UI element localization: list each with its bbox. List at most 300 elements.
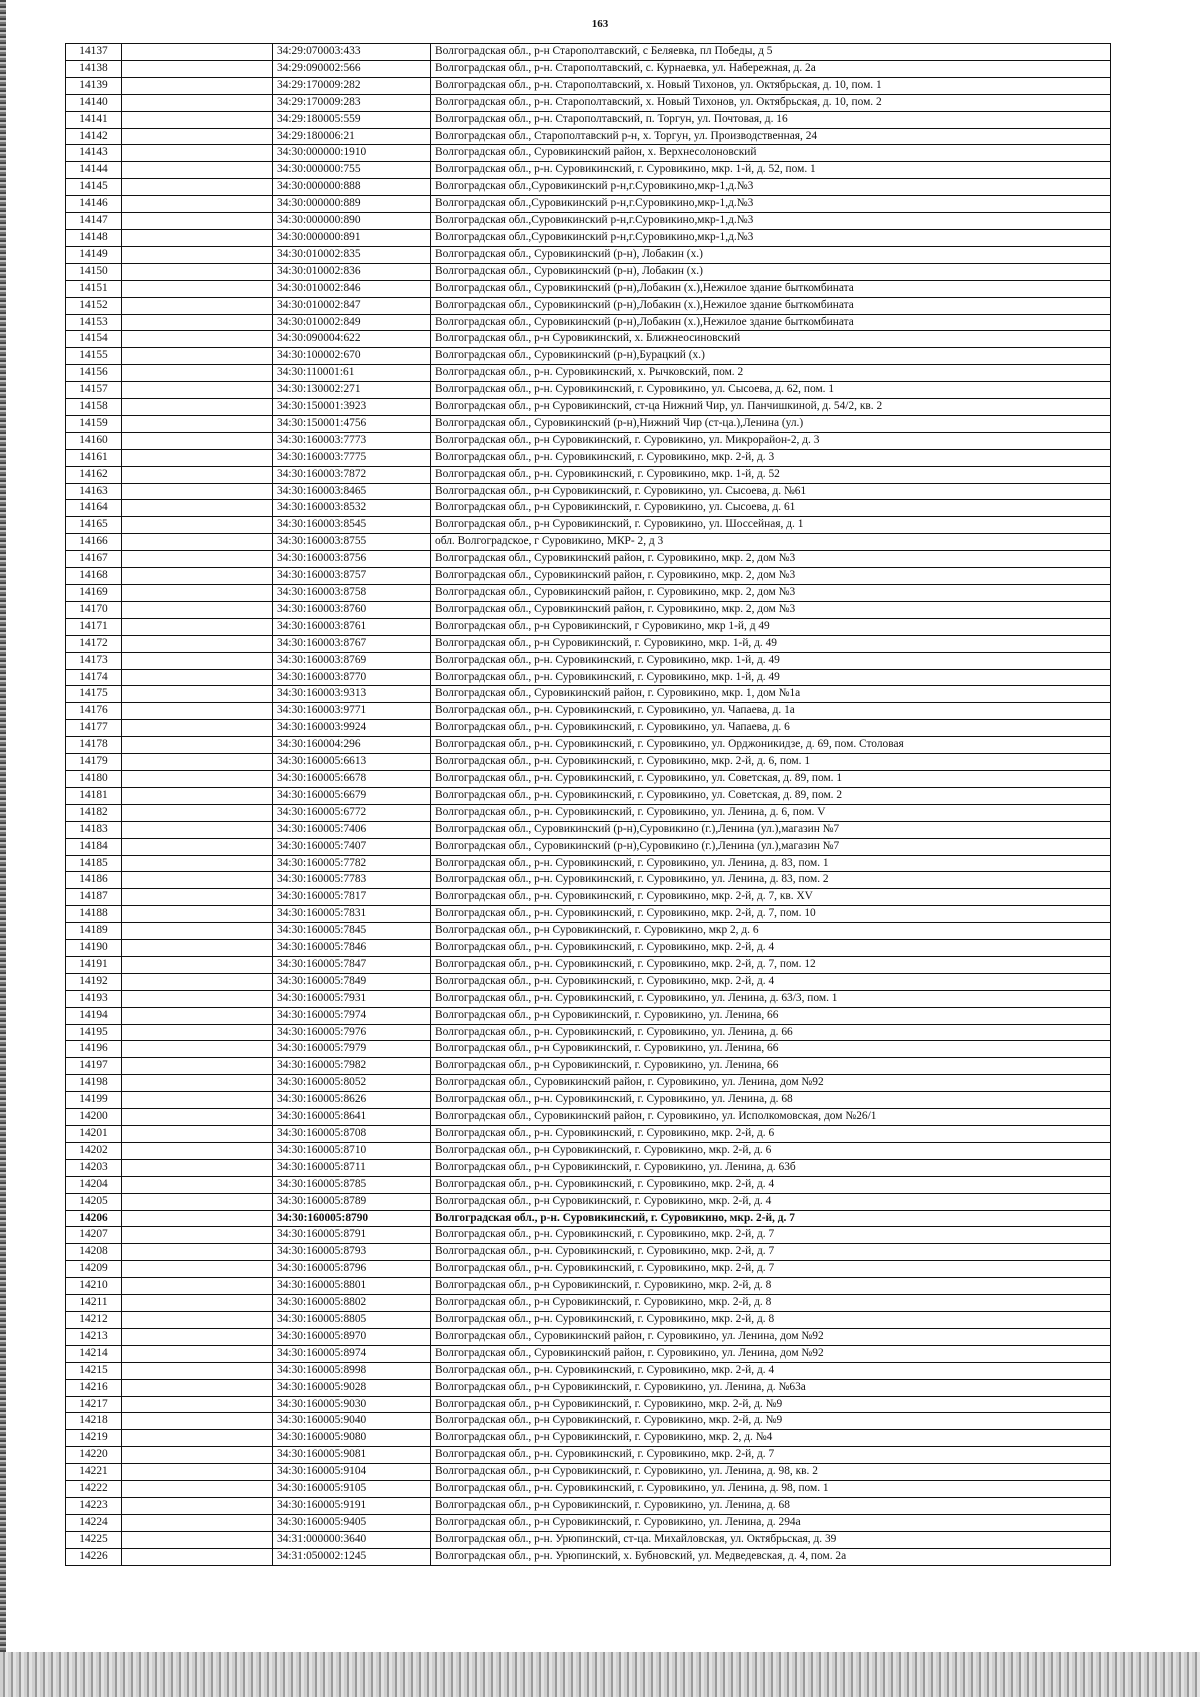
cadastral-number-cell: 34:29:170009:282	[273, 77, 431, 94]
address-cell: Волгоградская обл., Суровикинский район, г. Суровикино, ул. Исполкомовская, дом №26/1	[431, 1109, 1111, 1126]
row-number-cell: 14220	[66, 1447, 122, 1464]
blank-cell	[122, 720, 273, 737]
table-row	[66, 1092, 1111, 1109]
row-number-cell: 14162	[66, 466, 122, 483]
address-cell: Волгоградская обл., р-н. Старополтавский, с. Курнаевка, ул. Набережная, д. 2а	[431, 60, 1111, 77]
blank-cell	[122, 128, 273, 145]
row-number-cell: 14147	[66, 213, 122, 230]
blank-cell	[122, 534, 273, 551]
cadastral-number-cell: 34:30:160005:7817	[273, 889, 431, 906]
blank-cell	[122, 956, 273, 973]
row-number-cell: 14142	[66, 128, 122, 145]
address-cell: Волгоградская обл., р-н Старополтавский, с Беляевка, пл Победы, д 5	[431, 44, 1111, 61]
table-row	[66, 145, 1111, 162]
blank-cell	[122, 923, 273, 940]
address-cell: Волгоградская обл., р-н Суровикинский, г. Суровикино, ул. Ленина, 66	[431, 1058, 1111, 1075]
row-number-cell: 14141	[66, 111, 122, 128]
row-number-cell: 14208	[66, 1244, 122, 1261]
address-cell: Волгоградская обл., Суровикинский район, г. Суровикино, мкр. 2, дом №3	[431, 601, 1111, 618]
row-number-cell: 14160	[66, 432, 122, 449]
row-number-cell: 14203	[66, 1159, 122, 1176]
address-cell: Волгоградская обл., р-н. Суровикинский, г. Суровикино, мкр. 2-й, д. 4	[431, 940, 1111, 957]
address-cell: Волгоградская обл., р-н. Суровикинский, г. Суровикино, мкр. 2-й, д. 3	[431, 449, 1111, 466]
row-number-cell: 14182	[66, 804, 122, 821]
blank-cell	[122, 1126, 273, 1143]
cadastral-number-cell: 34:30:010002:847	[273, 297, 431, 314]
table-row	[66, 1227, 1111, 1244]
address-cell: Волгоградская обл., р-н Суровикинский, г. Суровикино, ул. Ленина, д. 294а	[431, 1514, 1111, 1531]
blank-cell	[122, 1328, 273, 1345]
address-cell: Волгоградская обл., р-н Суровикинский, г. Суровикино, мкр. 2, д. №4	[431, 1430, 1111, 1447]
cadastral-number-cell: 34:30:100002:670	[273, 348, 431, 365]
row-number-cell: 14202	[66, 1142, 122, 1159]
address-cell: Волгоградская обл., р-н. Суровикинский, г. Суровикино, ул. Ленина, д. 68	[431, 1092, 1111, 1109]
address-cell: Волгоградская обл., р-н Суровикинский, х. Ближнеосиновский	[431, 331, 1111, 348]
blank-cell	[122, 872, 273, 889]
row-number-cell: 14175	[66, 686, 122, 703]
row-number-cell: 14164	[66, 500, 122, 517]
address-cell: Волгоградская обл., р-н Суровикинский, г. Суровикино, ул. Ленина, д. 63б	[431, 1159, 1111, 1176]
table-row	[66, 415, 1111, 432]
row-number-cell: 14170	[66, 601, 122, 618]
cadastral-number-cell: 34:30:160005:8641	[273, 1109, 431, 1126]
row-number-cell: 14204	[66, 1176, 122, 1193]
blank-cell	[122, 770, 273, 787]
cadastral-number-cell: 34:30:160005:8796	[273, 1261, 431, 1278]
row-number-cell: 14199	[66, 1092, 122, 1109]
table-row	[66, 568, 1111, 585]
address-cell: Волгоградская обл., р-н Суровикинский, г. Суровикино, мкр 2, д. 6	[431, 923, 1111, 940]
cadastral-number-cell: 34:30:160005:7407	[273, 838, 431, 855]
table-row	[66, 737, 1111, 754]
blank-cell	[122, 382, 273, 399]
cadastral-number-cell: 34:30:160005:8802	[273, 1295, 431, 1312]
blank-cell	[122, 1024, 273, 1041]
row-number-cell: 14153	[66, 314, 122, 331]
table-row	[66, 1481, 1111, 1498]
table-row	[66, 246, 1111, 263]
address-cell: Волгоградская обл., р-н Суровикинский, г. Суровикино, ул. Ленина, 66	[431, 1041, 1111, 1058]
blank-cell	[122, 196, 273, 213]
blank-cell	[122, 77, 273, 94]
table-row	[66, 77, 1111, 94]
address-cell: Волгоградская обл., Суровикинский (р-н), Лобакин (х.)	[431, 263, 1111, 280]
table-row	[66, 618, 1111, 635]
row-number-cell: 14137	[66, 44, 122, 61]
row-number-cell: 14221	[66, 1464, 122, 1481]
table-row	[66, 1328, 1111, 1345]
blank-cell	[122, 297, 273, 314]
row-number-cell: 14210	[66, 1278, 122, 1295]
cadastral-number-cell: 34:30:160003:8767	[273, 635, 431, 652]
address-cell: Волгоградская обл., р-н. Суровикинский, г. Суровикино, ул. Советская, д. 89, пом. 2	[431, 787, 1111, 804]
table-row	[66, 60, 1111, 77]
cadastral-number-cell: 34:30:000000:888	[273, 179, 431, 196]
address-cell: Волгоградская обл., Суровикинский район, х. Верхнесолоновский	[431, 145, 1111, 162]
blank-cell	[122, 1092, 273, 1109]
address-cell: Волгоградская обл., Суровикинский (р-н),Лобакин (х.),Нежилое здание быткомбината	[431, 280, 1111, 297]
table-row	[66, 331, 1111, 348]
cadastral-number-cell: 34:30:160005:6678	[273, 770, 431, 787]
table-row	[66, 669, 1111, 686]
cadastral-number-cell: 34:30:160005:7982	[273, 1058, 431, 1075]
table-row	[66, 1176, 1111, 1193]
table-row	[66, 1109, 1111, 1126]
row-number-cell: 14181	[66, 787, 122, 804]
address-cell: Волгоградская обл., р-н. Суровикинский, г. Суровикино, мкр. 1-й, д. 52	[431, 466, 1111, 483]
row-number-cell: 14173	[66, 652, 122, 669]
blank-cell	[122, 44, 273, 61]
address-cell: Волгоградская обл., р-н. Суровикинский, г. Суровикино, ул. Ленина, д. 83, пом. 1	[431, 855, 1111, 872]
cadastral-number-cell: 34:30:160003:8761	[273, 618, 431, 635]
row-number-cell: 14187	[66, 889, 122, 906]
cadastral-number-cell: 34:30:160005:8708	[273, 1126, 431, 1143]
blank-cell	[122, 365, 273, 382]
cadastral-number-cell: 34:30:160005:7831	[273, 906, 431, 923]
row-number-cell: 14157	[66, 382, 122, 399]
cadastral-number-cell: 34:30:160005:8793	[273, 1244, 431, 1261]
row-number-cell: 14163	[66, 483, 122, 500]
cadastral-number-cell: 34:30:160005:7846	[273, 940, 431, 957]
cadastral-number-cell: 34:30:150001:3923	[273, 399, 431, 416]
cadastral-number-cell: 34:30:000000:755	[273, 162, 431, 179]
row-number-cell: 14140	[66, 94, 122, 111]
blank-cell	[122, 1193, 273, 1210]
address-cell: обл. Волгоградское, г Суровикино, МКР- 2, д 3	[431, 534, 1111, 551]
row-number-cell: 14149	[66, 246, 122, 263]
cadastral-number-cell: 34:30:160003:7773	[273, 432, 431, 449]
address-cell: Волгоградская обл., р-н Суровикинский, г. Суровикино, мкр. 1-й, д. 49	[431, 635, 1111, 652]
address-cell: Волгоградская обл., р-н. Суровикинский, г. Суровикино, мкр. 2-й, д. 7	[431, 1447, 1111, 1464]
address-cell: Волгоградская обл., р-н Суровикинский, г. Суровикино, ул. Шоссейная, д. 1	[431, 517, 1111, 534]
table-row	[66, 652, 1111, 669]
row-number-cell: 14154	[66, 331, 122, 348]
cadastral-number-cell: 34:29:180006:21	[273, 128, 431, 145]
table-row	[66, 686, 1111, 703]
table-row	[66, 111, 1111, 128]
address-cell: Волгоградская обл., Суровикинский район, г. Суровикино, ул. Ленина, дом №92	[431, 1075, 1111, 1092]
table-row	[66, 229, 1111, 246]
blank-cell	[122, 1464, 273, 1481]
address-cell: Волгоградская обл., Суровикинский (р-н),Суровикино (г.),Ленина (ул.),магазин №7	[431, 821, 1111, 838]
cadastral-number-cell: 34:30:010002:835	[273, 246, 431, 263]
address-cell: Волгоградская обл., р-н Суровикинский, г. Суровикино, ул. Ленина, д. 68	[431, 1497, 1111, 1514]
cadastral-number-cell: 34:30:160003:8769	[273, 652, 431, 669]
row-number-cell: 14201	[66, 1126, 122, 1143]
row-number-cell: 14151	[66, 280, 122, 297]
table-row	[66, 517, 1111, 534]
row-number-cell: 14217	[66, 1396, 122, 1413]
cadastral-number-cell: 34:30:160005:9104	[273, 1464, 431, 1481]
address-cell: Волгоградская обл., р-н. Суровикинский, г. Суровикино, ул. Ленина, д. 83, пом. 2	[431, 872, 1111, 889]
cadastral-number-cell: 34:30:160005:9191	[273, 1497, 431, 1514]
row-number-cell: 14178	[66, 737, 122, 754]
cadastral-number-cell: 34:30:010002:846	[273, 280, 431, 297]
blank-cell	[122, 1007, 273, 1024]
blank-cell	[122, 906, 273, 923]
address-cell: Волгоградская обл., р-н. Суровикинский, г. Суровикино, мкр. 2-й, д. 6, пом. 1	[431, 754, 1111, 771]
table-row	[66, 551, 1111, 568]
cadastral-number-cell: 34:30:160003:9771	[273, 703, 431, 720]
table-row	[66, 399, 1111, 416]
row-number-cell: 14219	[66, 1430, 122, 1447]
row-number-cell: 14184	[66, 838, 122, 855]
table-row	[66, 1142, 1111, 1159]
cadastral-number-cell: 34:30:010002:836	[273, 263, 431, 280]
cadastral-number-cell: 34:30:160005:7782	[273, 855, 431, 872]
blank-cell	[122, 889, 273, 906]
table-row	[66, 1058, 1111, 1075]
table-row	[66, 483, 1111, 500]
cadastral-number-cell: 34:30:160005:6613	[273, 754, 431, 771]
address-cell: Волгоградская обл., р-н Суровикинский, г Суровикино, мкр 1-й, д 49	[431, 618, 1111, 635]
address-cell: Волгоградская обл., р-н Суровикинский, г. Суровикино, мкр. 2-й, д. 6	[431, 1142, 1111, 1159]
row-number-cell: 14176	[66, 703, 122, 720]
row-number-cell: 14216	[66, 1379, 122, 1396]
address-cell: Волгоградская обл.,Суровикинский р-н,г.Суровикино,мкр-1,д.№3	[431, 213, 1111, 230]
address-cell: Волгоградская обл., р-н. Суровикинский, г. Суровикино, ул. Чапаева, д. 1а	[431, 703, 1111, 720]
row-number-cell: 14186	[66, 872, 122, 889]
blank-cell	[122, 229, 273, 246]
row-number-cell: 14190	[66, 940, 122, 957]
cadastral-number-cell: 34:30:160005:8791	[273, 1227, 431, 1244]
table-row	[66, 1126, 1111, 1143]
address-cell: Волгоградская обл., р-н Суровикинский, г. Суровикино, ул. Ленина, д. 98, кв. 2	[431, 1464, 1111, 1481]
row-number-cell: 14148	[66, 229, 122, 246]
cadastral-number-cell: 34:30:160005:8626	[273, 1092, 431, 1109]
table-row	[66, 990, 1111, 1007]
table-row	[66, 314, 1111, 331]
cadastral-number-cell: 34:30:010002:849	[273, 314, 431, 331]
table-row	[66, 923, 1111, 940]
blank-cell	[122, 466, 273, 483]
address-cell: Волгоградская обл., Суровикинский район, г. Суровикино, ул. Ленина, дом №92	[431, 1328, 1111, 1345]
address-cell: Волгоградская обл., р-н Суровикинский, ст-ца Нижний Чир, ул. Панчишкиной, д. 54/2, кв. 2	[431, 399, 1111, 416]
cadastral-number-cell: 34:30:000000:890	[273, 213, 431, 230]
blank-cell	[122, 1413, 273, 1430]
cadastral-number-cell: 34:30:160003:7775	[273, 449, 431, 466]
address-cell: Волгоградская обл., р-н. Суровикинский, г. Суровикино, ул. Орджоникидзе, д. 69, пом. Столовая	[431, 737, 1111, 754]
cadastral-number-cell: 34:30:160003:8532	[273, 500, 431, 517]
blank-cell	[122, 1278, 273, 1295]
table-row	[66, 466, 1111, 483]
cadastral-number-cell: 34:30:160005:8711	[273, 1159, 431, 1176]
row-number-cell: 14180	[66, 770, 122, 787]
table-row	[66, 1464, 1111, 1481]
cadastral-number-cell: 34:29:090002:566	[273, 60, 431, 77]
cadastral-number-cell: 34:30:160005:8052	[273, 1075, 431, 1092]
address-cell: Волгоградская обл., р-н. Суровикинский, г. Суровикино, ул. Советская, д. 89, пом. 1	[431, 770, 1111, 787]
blank-cell	[122, 1058, 273, 1075]
blank-cell	[122, 940, 273, 957]
blank-cell	[122, 399, 273, 416]
address-cell: Волгоградская обл.,Суровикинский р-н,г.Суровикино,мкр-1,д.№3	[431, 179, 1111, 196]
address-cell: Волгоградская обл., р-н. Суровикинский, г. Суровикино, мкр. 2-й, д. 4	[431, 973, 1111, 990]
address-cell: Волгоградская обл., р-н. Урюпинский, х. Бубновский, ул. Медведевская, д. 4, пом. 2а	[431, 1548, 1111, 1565]
row-number-cell: 14195	[66, 1024, 122, 1041]
table-row	[66, 956, 1111, 973]
row-number-cell: 14215	[66, 1362, 122, 1379]
row-number-cell: 14224	[66, 1514, 122, 1531]
address-cell: Волгоградская обл., р-н. Суровикинский, г. Суровикино, ул. Ленина, д. 6, пом. V	[431, 804, 1111, 821]
row-number-cell: 14218	[66, 1413, 122, 1430]
table-row	[66, 534, 1111, 551]
row-number-cell: 14198	[66, 1075, 122, 1092]
row-number-cell: 14207	[66, 1227, 122, 1244]
blank-cell	[122, 1548, 273, 1565]
blank-cell	[122, 1244, 273, 1261]
blank-cell	[122, 500, 273, 517]
row-number-cell: 14152	[66, 297, 122, 314]
cadastral-number-cell: 34:30:160003:9313	[273, 686, 431, 703]
cadastral-number-cell: 34:30:160005:8801	[273, 1278, 431, 1295]
table-row	[66, 973, 1111, 990]
row-number-cell: 14226	[66, 1548, 122, 1565]
table-row	[66, 1413, 1111, 1430]
address-cell: Волгоградская обл., Суровикинский (р-н),Бурацкий (х.)	[431, 348, 1111, 365]
table-row	[66, 1396, 1111, 1413]
row-number-cell: 14159	[66, 415, 122, 432]
row-number-cell: 14155	[66, 348, 122, 365]
cadastral-number-cell: 34:31:000000:3640	[273, 1531, 431, 1548]
address-cell: Волгоградская обл., р-н. Суровикинский, г. Суровикино, мкр. 2-й, д. 4	[431, 1362, 1111, 1379]
address-cell: Волгоградская обл., р-н. Суровикинский, г. Суровикино, мкр. 2-й, д. 7	[431, 1210, 1111, 1227]
cadastral-number-cell: 34:30:160005:9040	[273, 1413, 431, 1430]
address-cell: Волгоградская обл., Суровикинский район, г. Суровикино, мкр. 2, дом №3	[431, 568, 1111, 585]
table-row	[66, 94, 1111, 111]
table-row	[66, 703, 1111, 720]
address-cell: Волгоградская обл., р-н. Суровикинский, г. Суровикино, ул. Сысоева, д. 62, пом. 1	[431, 382, 1111, 399]
cadastral-number-cell: 34:30:160005:8998	[273, 1362, 431, 1379]
row-number-cell: 14156	[66, 365, 122, 382]
row-number-cell: 14222	[66, 1481, 122, 1498]
row-number-cell: 14211	[66, 1295, 122, 1312]
row-number-cell: 14138	[66, 60, 122, 77]
table-row	[66, 449, 1111, 466]
address-cell: Волгоградская обл., Старополтавский р-н, х. Торгун, ул. Производственная, 24	[431, 128, 1111, 145]
row-number-cell: 14166	[66, 534, 122, 551]
address-cell: Волгоградская обл., р-н. Старополтавский, п. Торгун, ул. Почтовая, д. 16	[431, 111, 1111, 128]
blank-cell	[122, 145, 273, 162]
table-row	[66, 1261, 1111, 1278]
table-row	[66, 500, 1111, 517]
blank-cell	[122, 1481, 273, 1498]
address-cell: Волгоградская обл., Суровикинский (р-н),Лобакин (х.),Нежилое здание быткомбината	[431, 314, 1111, 331]
cadastral-number-cell: 34:30:160005:7979	[273, 1041, 431, 1058]
table-row	[66, 940, 1111, 957]
cadastral-number-cell: 34:30:160003:8465	[273, 483, 431, 500]
table-row	[66, 754, 1111, 771]
table-row	[66, 585, 1111, 602]
cadastral-number-cell: 34:29:070003:433	[273, 44, 431, 61]
cadastral-number-cell: 34:30:160005:7845	[273, 923, 431, 940]
row-number-cell: 14223	[66, 1497, 122, 1514]
blank-cell	[122, 94, 273, 111]
address-cell: Волгоградская обл., Суровикинский район, г. Суровикино, мкр. 2, дом №3	[431, 551, 1111, 568]
row-number-cell: 14174	[66, 669, 122, 686]
address-cell: Волгоградская обл., р-н Суровикинский, г. Суровикино, ул. Сысоева, д. 61	[431, 500, 1111, 517]
cadastral-number-cell: 34:30:000000:1910	[273, 145, 431, 162]
row-number-cell: 14158	[66, 399, 122, 416]
row-number-cell: 14192	[66, 973, 122, 990]
address-cell: Волгоградская обл., Суровикинский (р-н),Суровикино (г.),Ленина (ул.),магазин №7	[431, 838, 1111, 855]
row-number-cell: 14165	[66, 517, 122, 534]
table-row	[66, 1514, 1111, 1531]
row-number-cell: 14194	[66, 1007, 122, 1024]
address-cell: Волгоградская обл., р-н. Суровикинский, г. Суровикино, мкр. 1-й, д. 49	[431, 652, 1111, 669]
registry-table-body	[66, 44, 1111, 1566]
address-cell: Волгоградская обл., р-н. Суровикинский, х. Рычковский, пом. 2	[431, 365, 1111, 382]
table-row	[66, 804, 1111, 821]
cadastral-number-cell: 34:29:170009:283	[273, 94, 431, 111]
row-number-cell: 14146	[66, 196, 122, 213]
address-cell: Волгоградская обл., р-н. Суровикинский, г. Суровикино, мкр. 2-й, д. 8	[431, 1311, 1111, 1328]
address-cell: Волгоградская обл., р-н Суровикинский, г. Суровикино, мкр. 2-й, д. 8	[431, 1278, 1111, 1295]
blank-cell	[122, 1261, 273, 1278]
address-cell: Волгоградская обл., р-н Суровикинский, г. Суровикино, ул. Сысоева, д. №61	[431, 483, 1111, 500]
table-row	[66, 263, 1111, 280]
cadastral-number-cell: 34:30:160003:8755	[273, 534, 431, 551]
blank-cell	[122, 111, 273, 128]
row-number-cell: 14196	[66, 1041, 122, 1058]
cadastral-number-cell: 34:30:160005:7974	[273, 1007, 431, 1024]
row-number-cell: 14193	[66, 990, 122, 1007]
table-row	[66, 1362, 1111, 1379]
table-row	[66, 196, 1111, 213]
cadastral-number-cell: 34:30:160004:296	[273, 737, 431, 754]
table-row	[66, 1159, 1111, 1176]
cadastral-number-cell: 34:30:160005:7406	[273, 821, 431, 838]
row-number-cell: 14179	[66, 754, 122, 771]
table-row	[66, 838, 1111, 855]
table-row	[66, 1041, 1111, 1058]
blank-cell	[122, 652, 273, 669]
row-number-cell: 14209	[66, 1261, 122, 1278]
address-cell: Волгоградская обл., р-н Суровикинский, г. Суровикино, ул. Микрорайон-2, д. 3	[431, 432, 1111, 449]
blank-cell	[122, 162, 273, 179]
row-number-cell: 14145	[66, 179, 122, 196]
blank-cell	[122, 551, 273, 568]
blank-cell	[122, 1447, 273, 1464]
row-number-cell: 14206	[66, 1210, 122, 1227]
row-number-cell: 14214	[66, 1345, 122, 1362]
row-number-cell: 14185	[66, 855, 122, 872]
blank-cell	[122, 686, 273, 703]
cadastral-number-cell: 34:30:160005:7783	[273, 872, 431, 889]
table-row	[66, 1447, 1111, 1464]
blank-cell	[122, 1497, 273, 1514]
blank-cell	[122, 1379, 273, 1396]
blank-cell	[122, 1176, 273, 1193]
table-row	[66, 1244, 1111, 1261]
address-cell: Волгоградская обл., р-н Суровикинский, г. Суровикино, ул. Ленина, д. №63а	[431, 1379, 1111, 1396]
address-cell: Волгоградская обл., Суровикинский (р-н),Нижний Чир (ст-ца.),Ленина (ул.)	[431, 415, 1111, 432]
address-cell: Волгоградская обл.,Суровикинский р-н,г.Суровикино,мкр-1,д.№3	[431, 229, 1111, 246]
table-row	[66, 44, 1111, 61]
address-cell: Волгоградская обл., р-н. Суровикинский, г. Суровикино, мкр. 2-й, д. 4	[431, 1176, 1111, 1193]
row-number-cell: 14197	[66, 1058, 122, 1075]
table-row	[66, 1548, 1111, 1565]
table-row	[66, 179, 1111, 196]
cadastral-number-cell: 34:30:000000:889	[273, 196, 431, 213]
blank-cell	[122, 1345, 273, 1362]
cadastral-number-cell: 34:30:160005:9081	[273, 1447, 431, 1464]
blank-cell	[122, 990, 273, 1007]
row-number-cell: 14144	[66, 162, 122, 179]
table-row	[66, 1024, 1111, 1041]
address-cell: Волгоградская обл., р-н Суровикинский, г. Суровикино, мкр. 2-й, д. №9	[431, 1396, 1111, 1413]
cadastral-number-cell: 34:30:130002:271	[273, 382, 431, 399]
